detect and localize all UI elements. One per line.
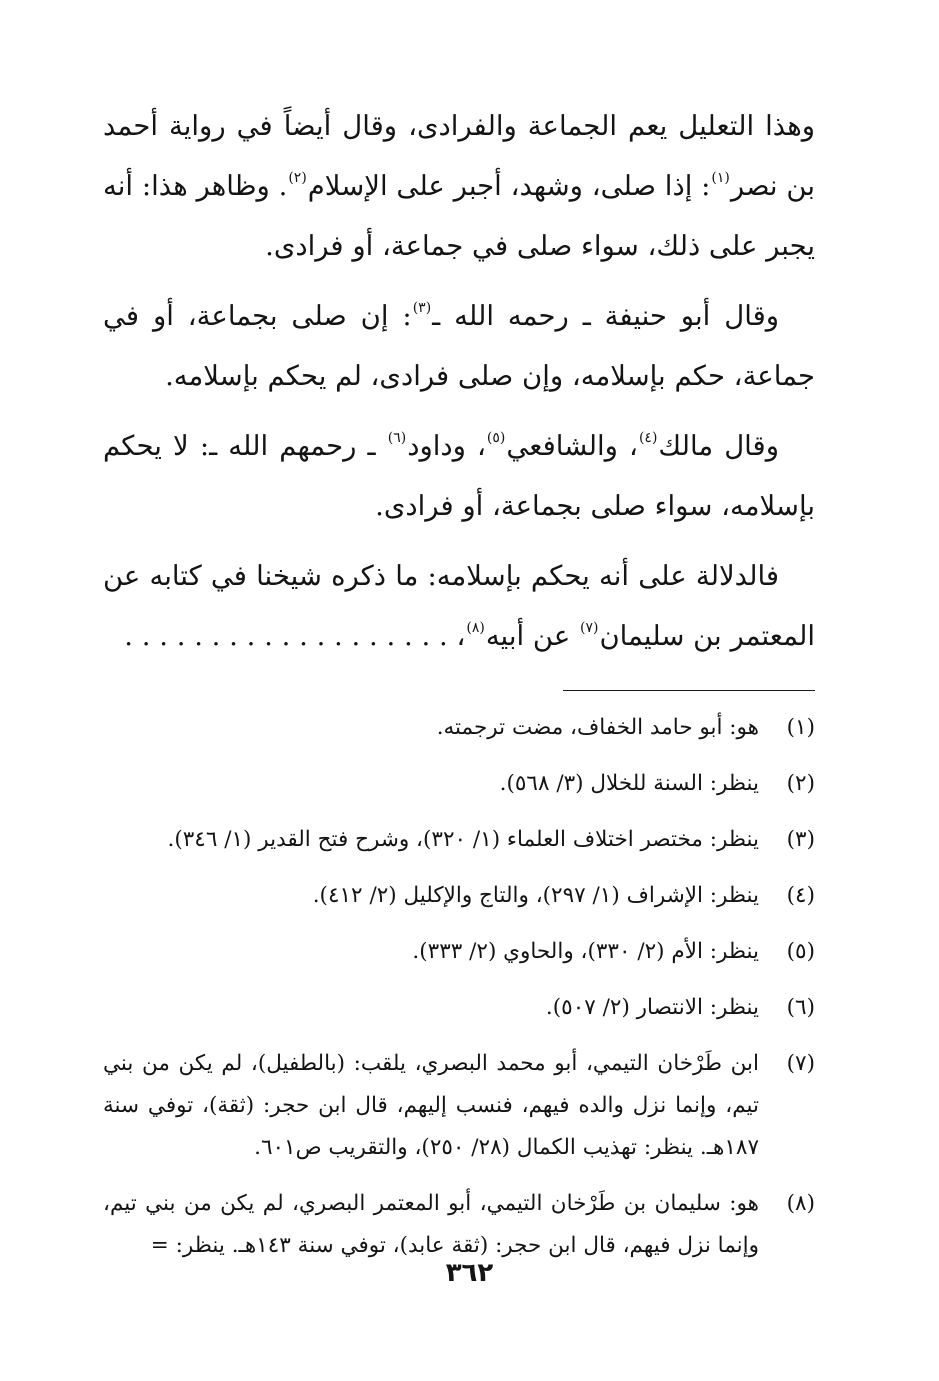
footnote-number: (٢) — [786, 771, 815, 796]
footnote-1 — [103, 707, 815, 749]
footnote-ref-7[interactable]: (٧) — [579, 620, 599, 636]
text-run: عن أبيه — [485, 620, 579, 652]
text-run: ، والشافعي — [506, 430, 638, 462]
footnote-text: ينظر: مختصر اختلاف العلماء (١/ ٣٢٠)، وشرح فتح القدير (١/ ٣٤٦). — [167, 827, 759, 852]
footnote-5 — [103, 931, 815, 973]
footnote-number: (٦) — [786, 995, 815, 1020]
footnotes — [103, 707, 815, 1267]
footnote-8 — [103, 1183, 815, 1267]
footnote-ref-5[interactable]: (٥) — [486, 430, 506, 446]
page — [103, 96, 815, 1381]
footnote-ref-2[interactable]: (٢) — [288, 170, 307, 186]
paragraph-4 — [103, 546, 815, 666]
text-run: . وظاهر هذا: أنه يجبر على ذلك، سواء صلى في جماعة، أو فرادى. — [103, 170, 815, 262]
footnote-2 — [103, 763, 815, 805]
footnote-text: ينظر: السنة للخلال (٣/ ٥٦٨). — [499, 771, 759, 796]
footnote-text: هو: سليمان بن طَرْخان التيمي، أبو المعتمر البصري، لم يكن من بني تيم، وإنما نزل فيهم، قال ابن حجر: (ثقة عابد)، توفي سنة ١٤٣هـ. ينظر: = — [103, 1191, 759, 1258]
footnote-ref-6[interactable]: (٦) — [387, 430, 407, 446]
footnote-7 — [103, 1043, 815, 1169]
text-run: : إن صلى بجماعة، أو في جماعة، حكم بإسلامه، وإن صلى فرادى، لم يحكم بإسلامه. — [103, 300, 815, 392]
footnote-number: (٤) — [786, 883, 815, 908]
dotted-leader: . . . . . . . . . . . . . . . . . . . — [124, 620, 448, 652]
footnote-ref-3[interactable]: (٣) — [412, 300, 432, 316]
footnote-text: هو: أبو حامد الخفاف، مضت ترجمته. — [436, 715, 759, 740]
text-run: ، — [456, 620, 466, 652]
footnote-text: ابن طَرْخان التيمي، أبو محمد البصري، يلقب: (بالطفيل)، لم يكن من بني تيم، وإنما نزل والده فيهم، فنسب إليهم، قال ابن حجر: (ثقة)، توفي سنة ١٨٧هـ. ينظر: تهذيب الكمال (٢٨/ ٢٥٠)، والتقريب ص٦٠١. — [103, 1051, 759, 1160]
paragraph-1 — [103, 96, 815, 276]
footnote-number: (٥) — [786, 939, 815, 964]
text-run: وقال مالك — [658, 430, 779, 462]
footnote-number: (٧) — [786, 1051, 815, 1076]
footnote-text: ينظر: الإشراف (١/ ٢٩٧)، والتاج والإكليل (٢/ ٤١٢). — [312, 883, 759, 908]
footnote-text: ينظر: الانتصار (٢/ ٥٠٧). — [545, 995, 759, 1020]
footnote-6 — [103, 987, 815, 1029]
footnote-4 — [103, 875, 815, 917]
text-run: فالدلالة على أنه يحكم بإسلامه: ما ذكره شيخنا في كتابه عن المعتمر بن سليمان — [103, 560, 815, 652]
footnote-ref-1[interactable]: (١) — [711, 170, 730, 186]
footnote-number: (٨) — [786, 1191, 815, 1216]
text-run: ، وداود — [407, 430, 486, 462]
footnote-number: (٣) — [786, 827, 815, 852]
footnote-ref-4[interactable]: (٤) — [638, 430, 658, 446]
footnote-3 — [103, 819, 815, 861]
footnote-ref-8[interactable]: (٨) — [466, 620, 485, 636]
footnote-number: (١) — [786, 715, 815, 740]
footnote-divider — [563, 690, 815, 691]
paragraph-2 — [103, 286, 815, 406]
page-number: ٣٦٢ — [445, 1258, 494, 1288]
text-run: وقال أبو حنيفة ـ رحمه الله ـ — [432, 300, 779, 332]
text-run: وهذا التعليل يعم الجماعة والفرادى، وقال أيضاً في رواية أحمد بن نصر — [103, 110, 815, 202]
paragraph-3 — [103, 416, 815, 536]
text-run: ـ رحمهم الله ـ: لا يحكم بإسلامه، سواء صلى بجماعة، أو فرادى. — [103, 430, 815, 522]
text-run: : إذا صلى، وشهد، أجبر على الإسلام — [307, 170, 711, 202]
main-text — [103, 96, 815, 666]
footnote-text: ينظر: الأم (٢/ ٣٣٠)، والحاوي (٢/ ٣٣٣). — [412, 939, 759, 964]
